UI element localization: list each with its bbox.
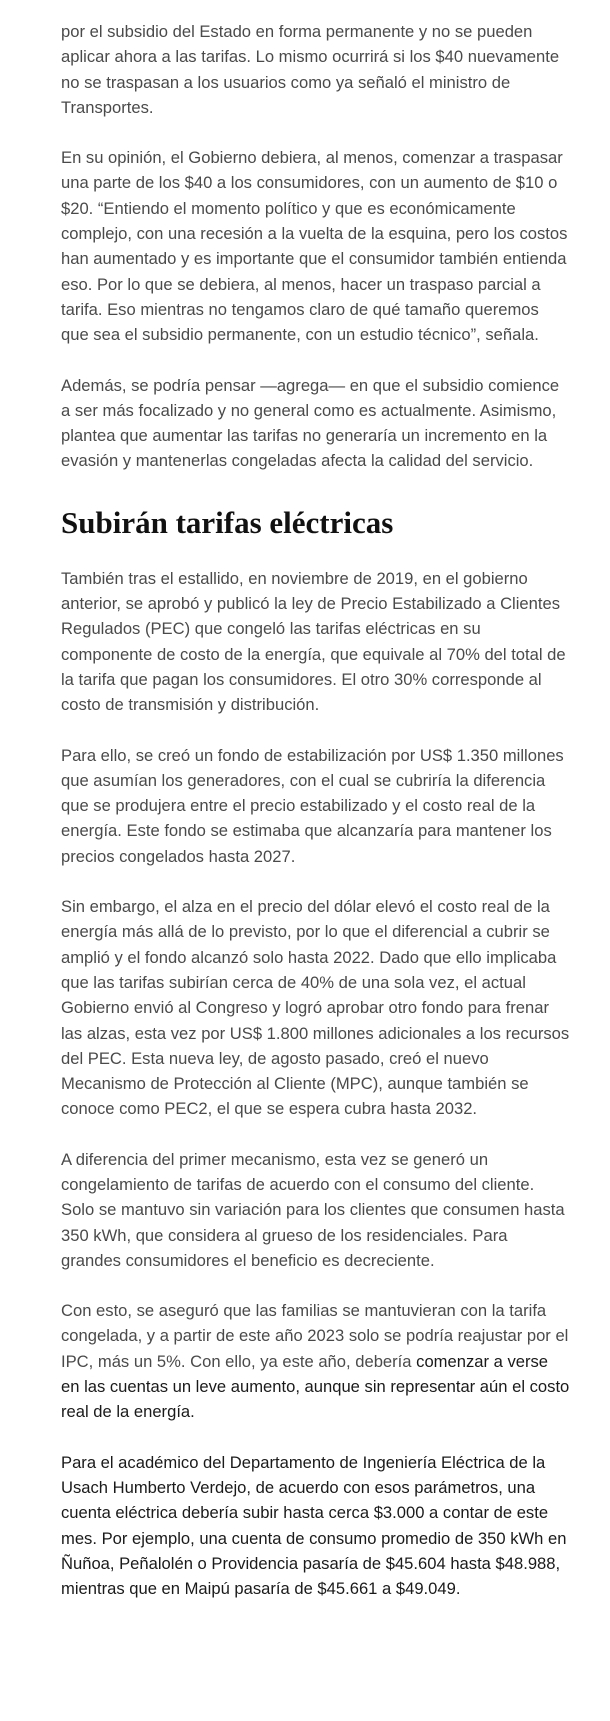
section-heading: Subirán tarifas eléctricas — [61, 504, 394, 540]
paragraph-subsidy-permanent: por el subsidio del Estado en forma permanente y no se pueden aplicar ahora a las tarifas. Lo mismo ocurrirá si los $40 nuevamente no se traspasan a los usuarios como ya señaló el ministro de Transportes. — [61, 22, 560, 117]
paragraph-ipc-adjustment-start: Con esto, se aseguró que las familias se mantuvieran con la tarifa congelada, y a partir de este año 2023 solo se podría reajustar por el IPC, más un 5%. Con ello, ya este año, debería — [61, 1301, 569, 1371]
paragraph-government-opinion: En su opinión, el Gobierno debiera, al menos, comenzar a traspasar una parte de los $40 a los consumidores, con un aumento de $10 o $20. “Entiendo el momento político y que es económicamente complejo, con una recesión a la vuelta de la esquina, pero los costos han aumentado y es importante que el consumidor también entienda eso. Por lo que se debiera, al menos, hacer un traspaso parcial a tarifa. Eso mientras no tengamos claro de qué tamaño queremos que sea el subsidio permanente, con un estudio técnico”, señala. — [61, 148, 568, 345]
paragraph-stabilization-fund: Para ello, se creó un fondo de estabilización por US$ 1.350 millones que asumían los generadores, con el cual se cubriría la diferencia que se produjera entre el precio estabilizado y el costo real de la energía. Este fondo se estimaba que alcanzaría para mantener los precios congelados hasta 2027. — [61, 745, 564, 866]
paragraph-pec-law: También tras el estallido, en noviembre de 2019, en el gobierno anterior, se aprobó y publicó la ley de Precio Estabilizado a Clientes Regulados (PEC) que congeló las tarifas eléctricas en su componente de costo de la energía, que equivale al 70% del total de la tarifa que pagan los consumidores. El otro 30% corresponde al costo de transmisión y distribución. — [61, 568, 566, 715]
paragraph-dollar-increase: Sin embargo, el alza en el precio del dólar elevó el costo real de la energía más allá de lo previsto, por lo que el diferencial a cubrir se amplió y el fondo alcanzó solo hasta 2022. Dado que ello implicaba que las tarifas subirían cerca de 40% de una sola vez, el actual Gobierno envió al Congreso y logró aprobar otro fondo para frenar las alzas, esta vez por US$ 1.800 millones adicionales a los recursos del PEC. Esta nueva ley, de agosto pasado, creó el nuevo Mecanismo de Protección al Cliente (MPC), aunque también se conoce como PEC2, el que se espera cubra hasta 2032. — [61, 897, 570, 1119]
paragraph-ipc-adjustment-end: comenzar a verse en las cuentas un leve aumento, aunque sin representar aún el costo real de la energía. — [61, 1351, 570, 1422]
paragraph-focalized-subsidy: Además, se podría pensar —agrega— en que el subsidio comience a ser más focalizado y no general como es actualmente. Asimismo, plantea que aumentar las tarifas no generaría un incremento en la evasión y mantenerlas congeladas afecta la calidad del servicio. — [61, 375, 560, 471]
paragraph-verdejo-estimate: Para el académico del Departamento de Ingeniería Eléctrica de la Usach Humberto Verdejo, de acuerdo con esos parámetros, una cuenta eléctrica debería subir hasta cerca $3.000 a contar de este mes. Por ejemplo, una cuenta de consumo promedio de 350 kWh en Ñuñoa, Peñalolén o Providencia pasaría de $45.604 hasta $48.988, mientras que en Maipú pasaría de $45.661 a $49.049. — [61, 1452, 567, 1599]
paragraph-consumption-freeze: A diferencia del primer mecanismo, esta vez se generó un congelamiento de tarifas de acuerdo con el consumo del cliente. Solo se mantuvo sin variación para los clientes que consumen hasta 350 kWh, que considera al grueso de los residenciales. Para grandes consumidores el beneficio es decreciente. — [61, 1149, 565, 1270]
article-body — [61, 0, 571, 1601]
paragraph-ipc-adjustment — [61, 1298, 571, 1424]
